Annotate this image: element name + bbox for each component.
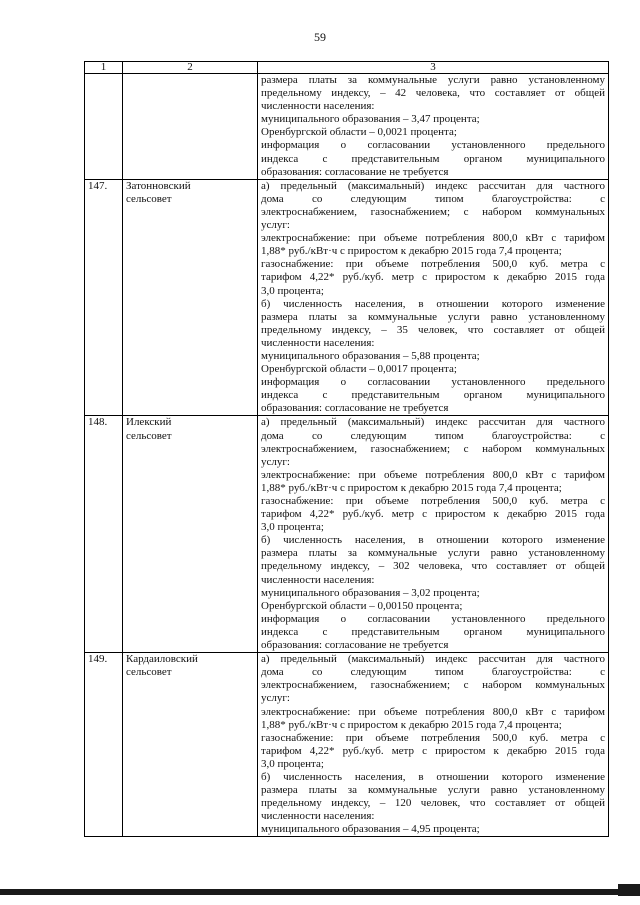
description-line: б) численность населения, в отношении которого изменение: [261, 297, 605, 310]
description-line: 3,0 процента;: [261, 284, 324, 297]
description-line: электроснабжением, газоснабжением; с набором коммунальных: [261, 205, 605, 218]
description-line: размера платы за коммунальные услуги равно установленному: [261, 74, 605, 86]
table-row: [85, 653, 609, 837]
description-line: муниципального образования – 4,95 процента;: [261, 823, 480, 836]
index-description: [258, 74, 609, 180]
description-line: газоснабжение: при объеме потребления 500,0 куб. метра с: [261, 495, 605, 507]
description-line: услуг:: [261, 219, 290, 232]
description-line: 3,0 процента;: [261, 521, 324, 534]
description-line: тарифом 4,22* руб./куб. метр с приростом к декабрю 2015 года: [261, 271, 605, 284]
table-row: [85, 416, 609, 653]
description-line: тарифом 4,22* руб./куб. метр с приростом к декабрю 2015 года: [261, 744, 605, 757]
description-line: дома со следующим типом благоустройства: с: [261, 666, 605, 679]
municipality-name: [123, 179, 258, 416]
description-line: электроснабжение: при объеме потребления 800,0 кВт с тарифом: [261, 468, 605, 481]
description-line: информация о согласовании установленного предельного: [261, 139, 605, 152]
description-line: размера платы за коммунальные услуги равно установленному: [261, 784, 605, 797]
row-number: [85, 74, 123, 180]
description-line: образования: согласование не требуется: [261, 165, 449, 178]
description-line: 1,88* руб./кВт·ч с приростом к декабрю 2015 года 7,4 процента;: [261, 245, 562, 258]
description-line: электроснабжением, газоснабжением; с набором коммунальных: [261, 442, 605, 455]
table-body: [85, 62, 609, 837]
municipality-name: [123, 74, 258, 180]
description-line: предельному индексу, – 42 человека, что составляет от общей: [261, 87, 605, 100]
description-line: а) предельный (максимальный) индекс рассчитан для частного: [261, 179, 605, 192]
description-line: Оренбургской области – 0,00150 процента;: [261, 599, 463, 612]
description-line: а) предельный (максимальный) индекс рассчитан для частного: [261, 653, 605, 666]
description-line: услуг:: [261, 455, 290, 468]
description-line: муниципального образования – 3,47 процента;: [261, 113, 480, 126]
description-line: муниципального образования – 5,88 процента;: [261, 349, 480, 362]
description-line: предельному индексу, – 302 человека, что составляет от общей: [261, 560, 605, 573]
description-line: б) численность населения, в отношении которого изменение: [261, 770, 605, 783]
description-line: размера платы за коммунальные услуги равно установленному: [261, 547, 605, 560]
municipality-name-line: сельсовет: [126, 666, 172, 679]
table-row: [85, 179, 609, 416]
municipality-name-line: Илекский: [126, 416, 172, 429]
municipal-index-table: [84, 61, 609, 837]
description-line: электроснабжением, газоснабжением; с набором коммунальных: [261, 679, 605, 692]
scan-corner-mark: [618, 884, 640, 896]
description-line: 1,88* руб./кВт·ч с приростом к декабрю 2015 года 7,4 процента;: [261, 718, 562, 731]
description-line: электроснабжение: при объеме потребления 800,0 кВт с тарифом: [261, 705, 605, 718]
description-line: численности населения:: [261, 573, 375, 586]
description-line: муниципального образования – 3,02 процента;: [261, 586, 480, 599]
description-line: газоснабжение: при объеме потребления 500,0 куб. метра с: [261, 731, 605, 744]
municipality-name: [123, 653, 258, 837]
description-line: услуг:: [261, 692, 290, 705]
description-line: газоснабжение: при объеме потребления 500,0 куб. метра с: [261, 258, 605, 271]
municipality-name-line: Кардаиловский: [126, 653, 198, 666]
description-line: образования: согласование не требуется: [261, 402, 449, 415]
row-number: 149.: [85, 653, 123, 837]
description-line: численности населения:: [261, 336, 375, 349]
description-line: индекса с представительным органом муниципального: [261, 152, 605, 165]
description-line: информация о согласовании установленного предельного: [261, 612, 605, 625]
page-number: 59: [314, 30, 326, 44]
description-line: дома со следующим типом благоустройства: с: [261, 429, 605, 442]
index-description: [258, 653, 609, 837]
index-description: [258, 416, 609, 653]
description-line: индекса с представительным органом муниципального: [261, 389, 605, 402]
municipality-name-line: Затонновский: [126, 179, 191, 192]
description-line: индекса с представительным органом муниципального: [261, 625, 605, 638]
table-header-row: [85, 62, 609, 74]
description-line: 3,0 процента;: [261, 757, 324, 770]
municipality-name: [123, 416, 258, 653]
municipality-name-line: сельсовет: [126, 192, 172, 205]
description-line: а) предельный (максимальный) индекс рассчитан для частного: [261, 416, 605, 429]
description-line: предельному индексу, – 35 человек, что составляет от общей: [261, 323, 605, 336]
description-line: информация о согласовании установленного предельного: [261, 376, 605, 389]
description-line: предельному индексу, – 120 человек, что составляет от общей: [261, 797, 605, 810]
column-header: 1: [85, 62, 123, 74]
description-line: образования: согласование не требуется: [261, 639, 449, 652]
column-header: 3: [258, 62, 609, 74]
description-line: дома со следующим типом благоустройства: с: [261, 192, 605, 205]
row-number: 148.: [85, 416, 123, 653]
municipality-name-line: сельсовет: [126, 429, 172, 442]
description-line: б) численность населения, в отношении которого изменение: [261, 534, 605, 547]
description-line: численности населения:: [261, 810, 375, 823]
description-line: 1,88* руб./кВт·ч с приростом к декабрю 2015 года 7,4 процента;: [261, 481, 562, 494]
description-line: тарифом 4,22* руб./куб. метр с приростом к декабрю 2015 года: [261, 508, 605, 521]
index-description: [258, 179, 609, 416]
column-header: 2: [123, 62, 258, 74]
description-line: Оренбургской области – 0,0021 процента;: [261, 126, 457, 139]
scan-bottom-edge: [0, 889, 640, 895]
row-number: 147.: [85, 179, 123, 416]
description-line: численности населения:: [261, 100, 375, 113]
description-line: размера платы за коммунальные услуги равно установленному: [261, 310, 605, 323]
description-line: электроснабжение: при объеме потребления 800,0 кВт с тарифом: [261, 232, 605, 245]
description-line: Оренбургской области – 0,0017 процента;: [261, 363, 457, 376]
table-row: [85, 74, 609, 180]
